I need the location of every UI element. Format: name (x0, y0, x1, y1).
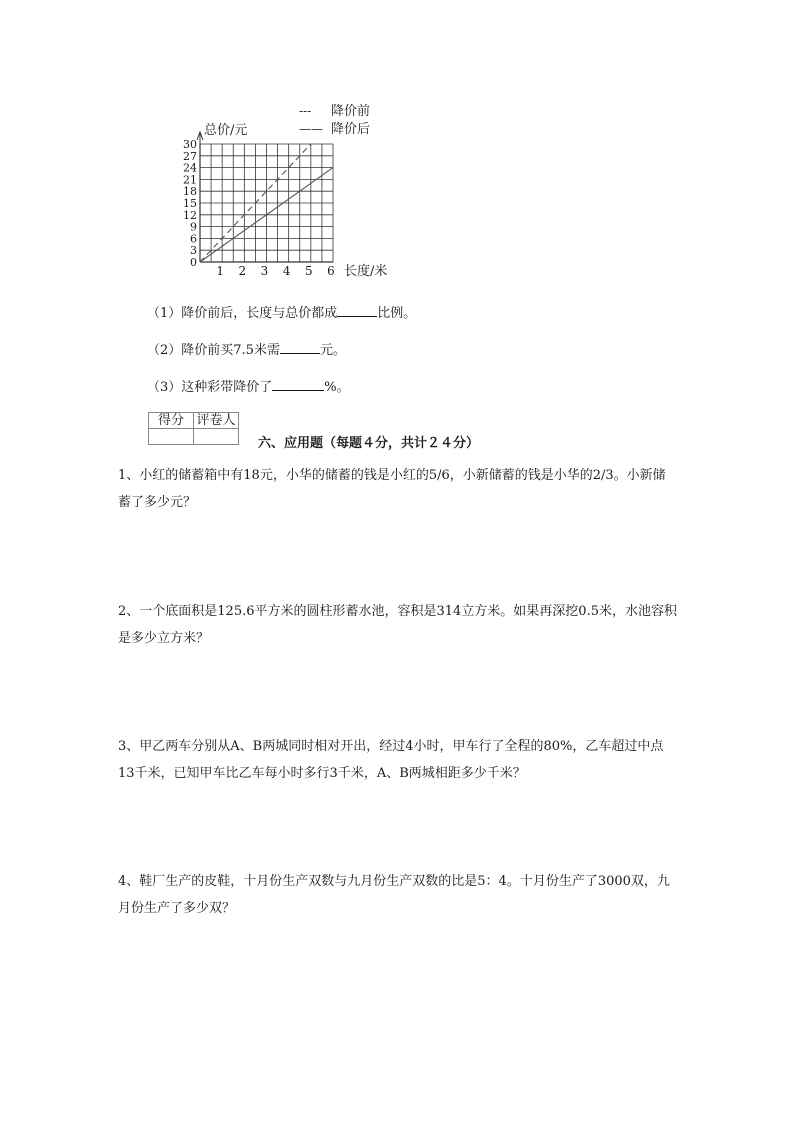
legend-label-after: 降价后 (331, 122, 371, 137)
score-box (148, 412, 239, 445)
y-tick-label: 18 (183, 185, 197, 199)
chart-grid (197, 132, 333, 262)
question-3-suffix: %。 (324, 380, 350, 395)
question-3-blank[interactable] (272, 378, 324, 391)
x-tick-label: 5 (305, 264, 313, 278)
x-tick-label: 2 (238, 264, 247, 278)
question-3-text: （3）这种彩带降价了 (147, 380, 273, 395)
legend-label-before: 降价前 (331, 104, 371, 119)
y-tick-label: 15 (183, 197, 197, 210)
score-label: 得分 (149, 413, 194, 429)
y-tick-label: 27 (183, 149, 197, 163)
section-title: 六、应用题（每题４分，共计２４分） (258, 436, 480, 451)
y-tick-label: 24 (183, 161, 197, 175)
problem-1: 1、小红的储蓄箱中有18元，小华的储蓄的钱是小红的5/6，小新储蓄的钱是小华的2/3。小新储蓄了多少元？ (118, 468, 666, 510)
x-tick-label: 6 (327, 264, 335, 278)
legend-symbol-dashed: --- (299, 104, 312, 118)
y-axis-label: 总价/元 (204, 123, 248, 138)
y-tick-label: 30 (183, 138, 197, 151)
y-tick-label: 3 (190, 244, 197, 258)
x-tick-label: 3 (260, 264, 269, 278)
question-2-text: （2）降价前买7.5米需 (147, 343, 280, 358)
price-length-chart (170, 100, 410, 285)
x-axis-label: 长度/米 (344, 264, 388, 279)
question-2 (147, 339, 346, 358)
grader-label: 评卷人 (194, 413, 239, 429)
question-2-blank[interactable] (280, 341, 320, 354)
question-3 (147, 376, 350, 395)
x-tick-label: 4 (282, 264, 291, 278)
chart-legend (299, 104, 370, 137)
question-1 (147, 302, 416, 321)
question-2-suffix: 元。 (319, 343, 346, 358)
problem-2: 2、一个底面积是125.6平方米的圆柱形蓄水池，容积是314立方米。如果再深挖0.5米，水池容积是多少立方米？ (118, 604, 677, 646)
y-tick-label: 6 (190, 232, 197, 246)
problem-4: 4、鞋厂生产的皮鞋，十月份生产双数与九月份生产双数的比是5：4。十月份生产了3000双，九月份生产了多少双？ (118, 874, 670, 916)
question-1-blank[interactable] (337, 304, 377, 317)
x-tick-labels (216, 264, 334, 278)
score-cell[interactable] (149, 429, 194, 445)
y-tick-label: 12 (183, 208, 197, 222)
y-tick-labels (183, 138, 197, 269)
question-1-suffix: 比例。 (377, 306, 417, 321)
problem-3: 3、甲乙两车分别从A、B两城同时相对开出，经过4小时，甲车行了全程的80%，乙车超过中点13千米，已知甲车比乙车每小时多行3千米，A、B两城相距多少千米？ (118, 739, 664, 781)
grader-cell[interactable] (194, 429, 239, 445)
y-tick-label: 0 (190, 256, 197, 269)
legend-symbol-solid: —— (299, 122, 323, 136)
question-1-text: （1）降价前后，长度与总价都成 (147, 306, 338, 321)
y-tick-label: 9 (190, 220, 197, 234)
y-tick-label: 21 (183, 173, 197, 187)
x-tick-label: 1 (216, 264, 224, 278)
